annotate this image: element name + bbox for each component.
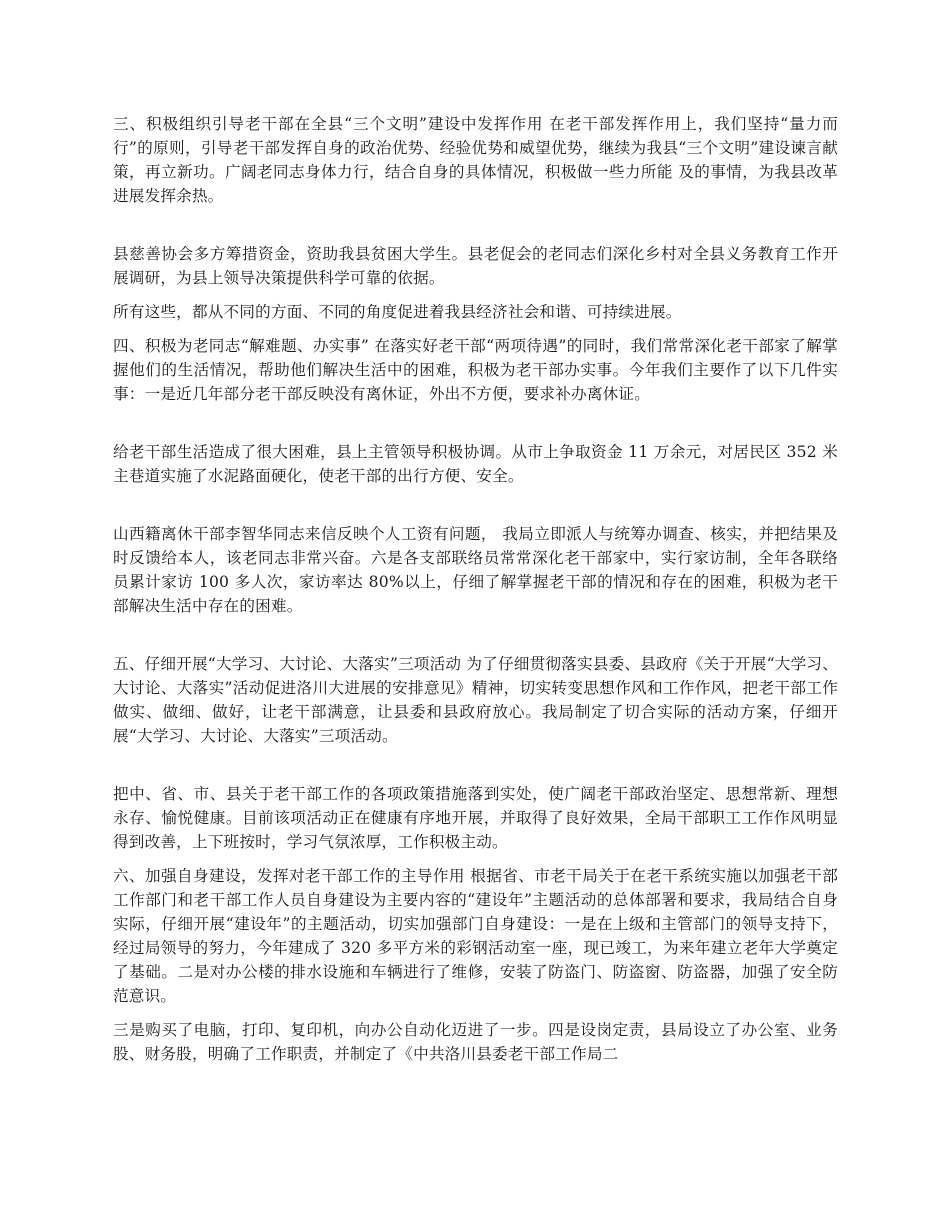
paragraph-3: 所有这些，都从不同的方面、不同的角度促进着我县经济社会和谐、可持续进展。 <box>113 303 682 321</box>
paragraph-8: 把中、省、市、县关于老干部工作的各项政策措施落到实处，使广阔老干部政治坚定、思想常新、理想永存、愉悦健康。目前该项活动正在健康有序地开展，并取得了良好效果，全局干部职工工作作风明显得到改善，上下班按时，学习气氛浓厚，工作积极主动。 <box>113 785 838 851</box>
paragraph-7: 五、仔细开展“大学习、大讨论、大落实”三项活动 为了仔细贯彻落实县委、县政府《关于开展“大学习、大讨论、大落实”活动促进洛川大进展的安排意见》精神，切实转变思想作风和工作作风，把老干部工作做实、做细、做好，让老干部满意，让县委和县政府放心。我局制定了切合实际的活动方案，仔细开展“大学习、大讨论、大落实”三项活动。 <box>113 655 838 745</box>
document-body <box>113 112 838 1066</box>
paragraph-2: 县慈善协会多方筹措资金，资助我县贫困大学生。县老促会的老同志们深化乡村对全县义务教育工作开展调研，为县上领导决策提供科学可靠的依据。 <box>113 245 838 287</box>
paragraph-5: 给老干部生活造成了很大困难，县上主管领导积极协调。从市上争取资金 11 万余元，对居民区 352 米主巷道实施了水泥路面硬化，使老干部的出行方便、安全。 <box>113 443 838 485</box>
paragraph-4: 四、积极为老同志“解难题、办实事” 在落实好老干部“两项待遇”的同时，我们常常深化老干部家了解掌握他们的生活情况，帮助他们解决生活中的困难，积极为老干部办实事。今年我们主要作了以下几件实事：一是近几年部分老干部反映没有离休证，外出不方便，要求补办离休证。 <box>113 337 838 403</box>
paragraph-6: 山西籍离休干部李智华同志来信反映个人工资有问题， 我局立即派人与统筹办调查、核实，并把结果及时反馈给本人，该老同志非常兴奋。六是各支部联络员常常深化老干部家中，实行家访制，全年各联络员累计家访 100 多人次，家访率达 80%以上，仔细了解掌握老干部的情况和存在的困难，积极为老干部解决生活中存在的困难。 <box>113 525 838 615</box>
paragraph-10: 三是购买了电脑，打印、复印机，向办公自动化迈进了一步。四是设岗定责，县局设立了办公室、业务股、财务股，明确了工作职责，并制定了《中共洛川县委老干部工作局二 <box>113 1021 838 1063</box>
paragraph-9: 六、加强自身建设，发挥对老干部工作的主导作用 根据省、市老干局关于在老干系统实施以加强老干部工作部门和老干部工作人员自身建设为主要内容的“建设年”主题活动的总体部署和要求，我局结合自身实际，仔细开展“建设年”的主题活动，切实加强部门自身建设：一是在上级和主管部门的领导支持下，经过局领导的努力，今年建成了 320 多平方米的彩钢活动室一座，现已竣工，为来年建立老年大学奠定了基础。二是对办公楼的排水设施和车辆进行了维修，安装了防盗门、防盗窗、防盗器，加强了安全防范意识。 <box>113 867 838 1005</box>
paragraph-1: 三、积极组织引导老干部在全县“三个文明”建设中发挥作用 在老干部发挥作用上，我们坚持“量力而行”的原则，引导老干部发挥自身的政治优势、经验优势和威望优势，继续为我县“三个文明”建设谏言献策，再立新功。广阔老同志身体力行，结合自身的具体情况，积极做一些力所能 及的事情，为我县改革进展发挥余热。 <box>113 115 838 205</box>
